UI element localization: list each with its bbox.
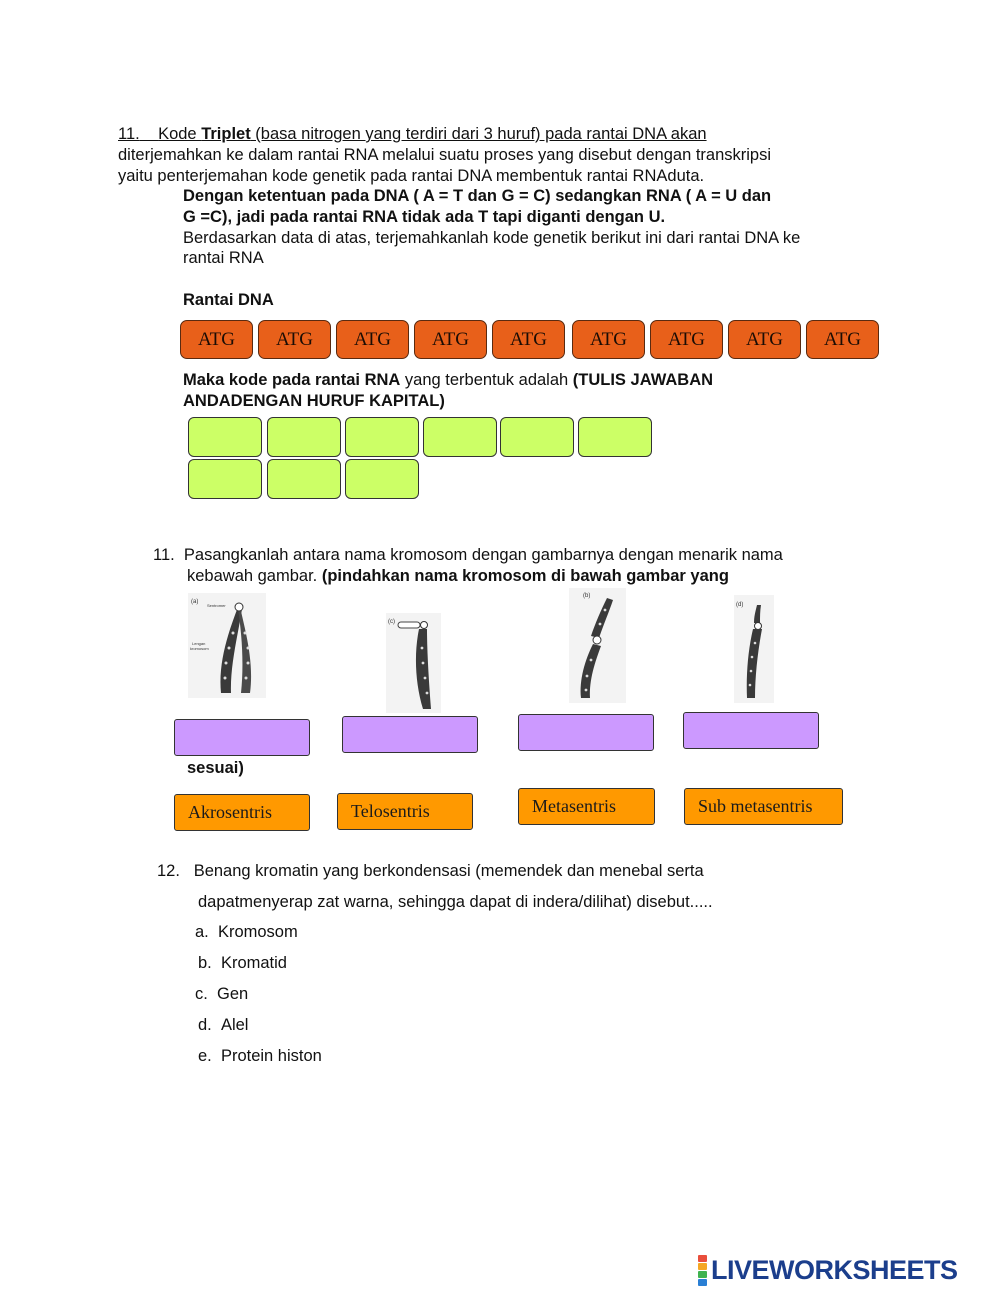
option-text: Gen xyxy=(217,985,249,1003)
chromosome-name-telosentris[interactable]: Telosentris xyxy=(337,793,473,830)
rna-answer-input[interactable] xyxy=(345,459,419,499)
chromosome-drop-target-b[interactable] xyxy=(518,714,654,751)
q12-line1-text: Benang kromatin yang berkondensasi (memendek dan menebal serta xyxy=(193,862,704,880)
q11a-instr-line2: rantai RNA xyxy=(183,249,264,267)
figure-label-c: (c) xyxy=(388,619,395,625)
chromosome-figure-a xyxy=(188,593,266,698)
dna-codon-box: ATG xyxy=(414,320,487,359)
dna-chain-label: Rantai DNA xyxy=(183,291,274,309)
q11b-line2 xyxy=(187,566,729,586)
dna-codon-box: ATG xyxy=(650,320,723,359)
option-text: Kromatid xyxy=(220,954,287,972)
q11b-line1-text: Pasangkanlah antara nama kromosom dengan gambarnya dengan menarik nama xyxy=(183,546,783,564)
dna-codon-box: ATG xyxy=(492,320,565,359)
arm-label-1: Lengan xyxy=(192,641,206,646)
q11a-rule-line1: Dengan ketentuan pada DNA ( A = T dan G = C) sedangkan RNA ( A = U dan xyxy=(183,187,772,205)
q12-option-a[interactable] xyxy=(195,922,298,942)
rna-answer-input[interactable] xyxy=(578,417,652,457)
chromosome-b-drawing xyxy=(569,588,626,703)
rna-answer-input[interactable] xyxy=(188,417,262,457)
chromosome-figure-c xyxy=(386,613,441,713)
q11a-intro-prefix: Kode xyxy=(158,125,202,143)
option-text: Protein histon xyxy=(220,1047,322,1065)
chromosome-figure-b xyxy=(569,588,626,703)
q11a-line2: diterjemahkan ke dalam rantai RNA melalui suatu proses yang disebut dengan transkripsi xyxy=(118,146,772,164)
rna-answer-input[interactable] xyxy=(267,417,341,457)
dna-codon-box: ATG xyxy=(806,320,879,359)
chromosome-drop-target-c[interactable] xyxy=(342,716,478,753)
chromosome-name-sub-metasentris[interactable]: Sub metasentris xyxy=(684,788,843,825)
rna-answer-prompt xyxy=(183,370,713,390)
q12-option-e[interactable] xyxy=(198,1046,322,1066)
q12-option-b[interactable] xyxy=(198,953,287,973)
dna-codon-box: ATG xyxy=(336,320,409,359)
figure-label-d: (d) xyxy=(736,602,744,608)
dna-codon-box: ATG xyxy=(572,320,645,359)
rna-answer-bold1: Maka kode pada rantai RNA xyxy=(183,371,401,389)
q12-option-d[interactable] xyxy=(198,1015,248,1035)
dna-codon-box: ATG xyxy=(180,320,253,359)
option-letter: a. xyxy=(195,923,209,941)
q11a-intro-bold: Triplet xyxy=(201,125,251,143)
q11a-number: 11. xyxy=(118,125,140,143)
option-text: Alel xyxy=(220,1016,249,1034)
rna-answer-input[interactable] xyxy=(267,459,341,499)
chromosome-d-drawing xyxy=(734,595,774,703)
q11a-intro-line xyxy=(118,124,707,144)
chromosome-drop-target-d[interactable] xyxy=(683,712,819,749)
centromere-label: Sentromer xyxy=(207,603,226,608)
rna-answer-bold2: (TULIS JAWABAN xyxy=(572,371,714,389)
rna-answer-input[interactable] xyxy=(500,417,574,457)
chromosome-c-drawing xyxy=(386,613,441,713)
option-letter: d. xyxy=(198,1016,212,1034)
q11b-line1 xyxy=(153,545,783,565)
logo-mark-icon xyxy=(698,1255,707,1286)
dna-codon-box: ATG xyxy=(258,320,331,359)
figure-label-b: (b) xyxy=(583,593,591,599)
q12-line2: dapatmenyerap zat warna, sehingga dapat di indera/dilihat) disebut..... xyxy=(198,893,713,911)
rna-answer-normal: yang terbentuk adalah xyxy=(400,371,573,389)
q11a-line3: yaitu penterjemahan kode genetik pada rantai DNA membentuk rantai RNAduta. xyxy=(118,167,705,185)
rna-answer-input[interactable] xyxy=(345,417,419,457)
q11a-instr-line1: Berdasarkan data di atas, terjemahkanlah kode genetik berikut ini dari rantai DNA ke xyxy=(183,229,801,247)
q12-option-c[interactable] xyxy=(195,984,248,1004)
q11b-line3: sesuai) xyxy=(187,759,244,777)
q11b-line2-normal: kebawah gambar. xyxy=(187,567,322,585)
chromosome-drop-target-a[interactable] xyxy=(174,719,310,756)
option-text: Kromosom xyxy=(217,923,298,941)
rna-answer-line2: ANDADENGAN HURUF KAPITAL) xyxy=(183,392,445,410)
option-letter: c. xyxy=(195,985,208,1003)
q11a-rule-line2: G =C), jadi pada rantai RNA tidak ada T tapi diganti dengan U. xyxy=(183,208,666,226)
rna-answer-input[interactable] xyxy=(188,459,262,499)
q12-number: 12. xyxy=(157,862,180,880)
chromosome-name-metasentris[interactable]: Metasentris xyxy=(518,788,655,825)
q11b-line2-bold: (pindahkan nama kromosom di bawah gambar yang xyxy=(321,567,729,585)
rna-answer-input[interactable] xyxy=(423,417,497,457)
chromosome-figure-d xyxy=(734,595,774,703)
arm-label-2: kromosom xyxy=(190,646,209,651)
q11b-number: 11. xyxy=(153,546,175,564)
figure-label-a: (a) xyxy=(191,599,199,605)
liveworksheets-logo xyxy=(698,1255,958,1285)
logo-text: LIVEWORKSHEETS xyxy=(711,1254,958,1285)
option-letter: e. xyxy=(198,1047,212,1065)
option-letter: b. xyxy=(198,954,212,972)
chromosome-a-drawing xyxy=(188,593,266,698)
chromosome-name-akrosentris[interactable]: Akrosentris xyxy=(174,794,310,831)
q11a-intro-rest: (basa nitrogen yang terdiri dari 3 huruf) pada rantai DNA akan xyxy=(250,125,707,143)
q12-line1 xyxy=(157,861,704,881)
dna-codon-box: ATG xyxy=(728,320,801,359)
